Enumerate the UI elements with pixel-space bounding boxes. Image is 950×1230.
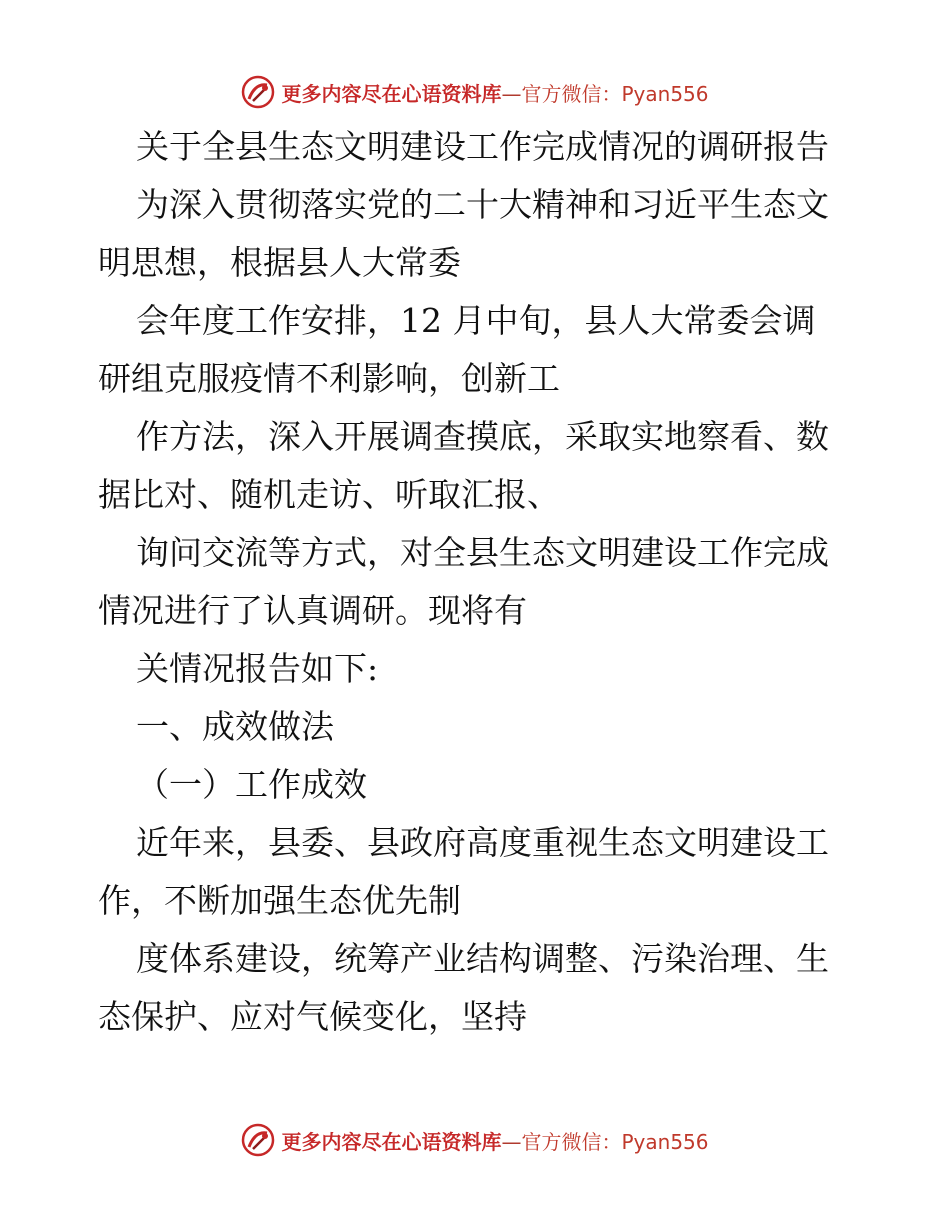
watermark-account: Pyan556 [621, 81, 709, 106]
text-line: 明思想，根据县人大常委 [98, 243, 461, 282]
text-line: 关情况报告如下: [136, 649, 379, 688]
text-line: 关于全县生态文明建设工作完成情况的调研报告 [136, 127, 829, 166]
brand-logo-icon [241, 1123, 275, 1157]
text-line: 询问交流等方式，对全县生态文明建设工作完成 [136, 533, 829, 572]
watermark-text [281, 1126, 708, 1155]
watermark-separator: — [501, 81, 522, 106]
text-line: 一、成效做法 [136, 707, 334, 746]
footer-watermark [0, 1120, 950, 1160]
text-line: 情况进行了认真调研。现将有 [98, 591, 527, 630]
watermark-label: 官方微信： [521, 1129, 622, 1154]
document-body [98, 118, 858, 1046]
brand-logo-icon [241, 75, 275, 109]
watermark-label: 官方微信： [521, 81, 622, 106]
text-line: 度体系建设，统筹产业结构调整、污染治理、生 [136, 939, 829, 978]
text-line: 据比对、随机走访、听取汇报、 [98, 475, 560, 514]
text-line: （一）工作成效 [136, 765, 367, 804]
watermark-text [281, 78, 708, 107]
text-line: 研组克服疫情不利影响，创新工 [98, 359, 560, 398]
text-line: 作方法，深入开展调查摸底，采取实地察看、数 [136, 417, 829, 456]
text-line: 作，不断加强生态优先制 [98, 881, 461, 920]
watermark-account: Pyan556 [621, 1129, 709, 1154]
text-line: 态保护、应对气候变化，坚持 [98, 997, 527, 1036]
text-line: 近年来，县委、县政府高度重视生态文明建设工 [136, 823, 829, 862]
watermark-brand: 更多内容尽在心语资料库 [281, 1129, 502, 1154]
text-line: 为深入贯彻落实党的二十大精神和习近平生态文 [136, 185, 829, 224]
watermark-separator: — [501, 1129, 522, 1154]
header-watermark [0, 72, 950, 112]
watermark-brand: 更多内容尽在心语资料库 [281, 81, 502, 106]
text-line: 会年度工作安排，12 月中旬，县人大常委会调 [136, 301, 816, 340]
